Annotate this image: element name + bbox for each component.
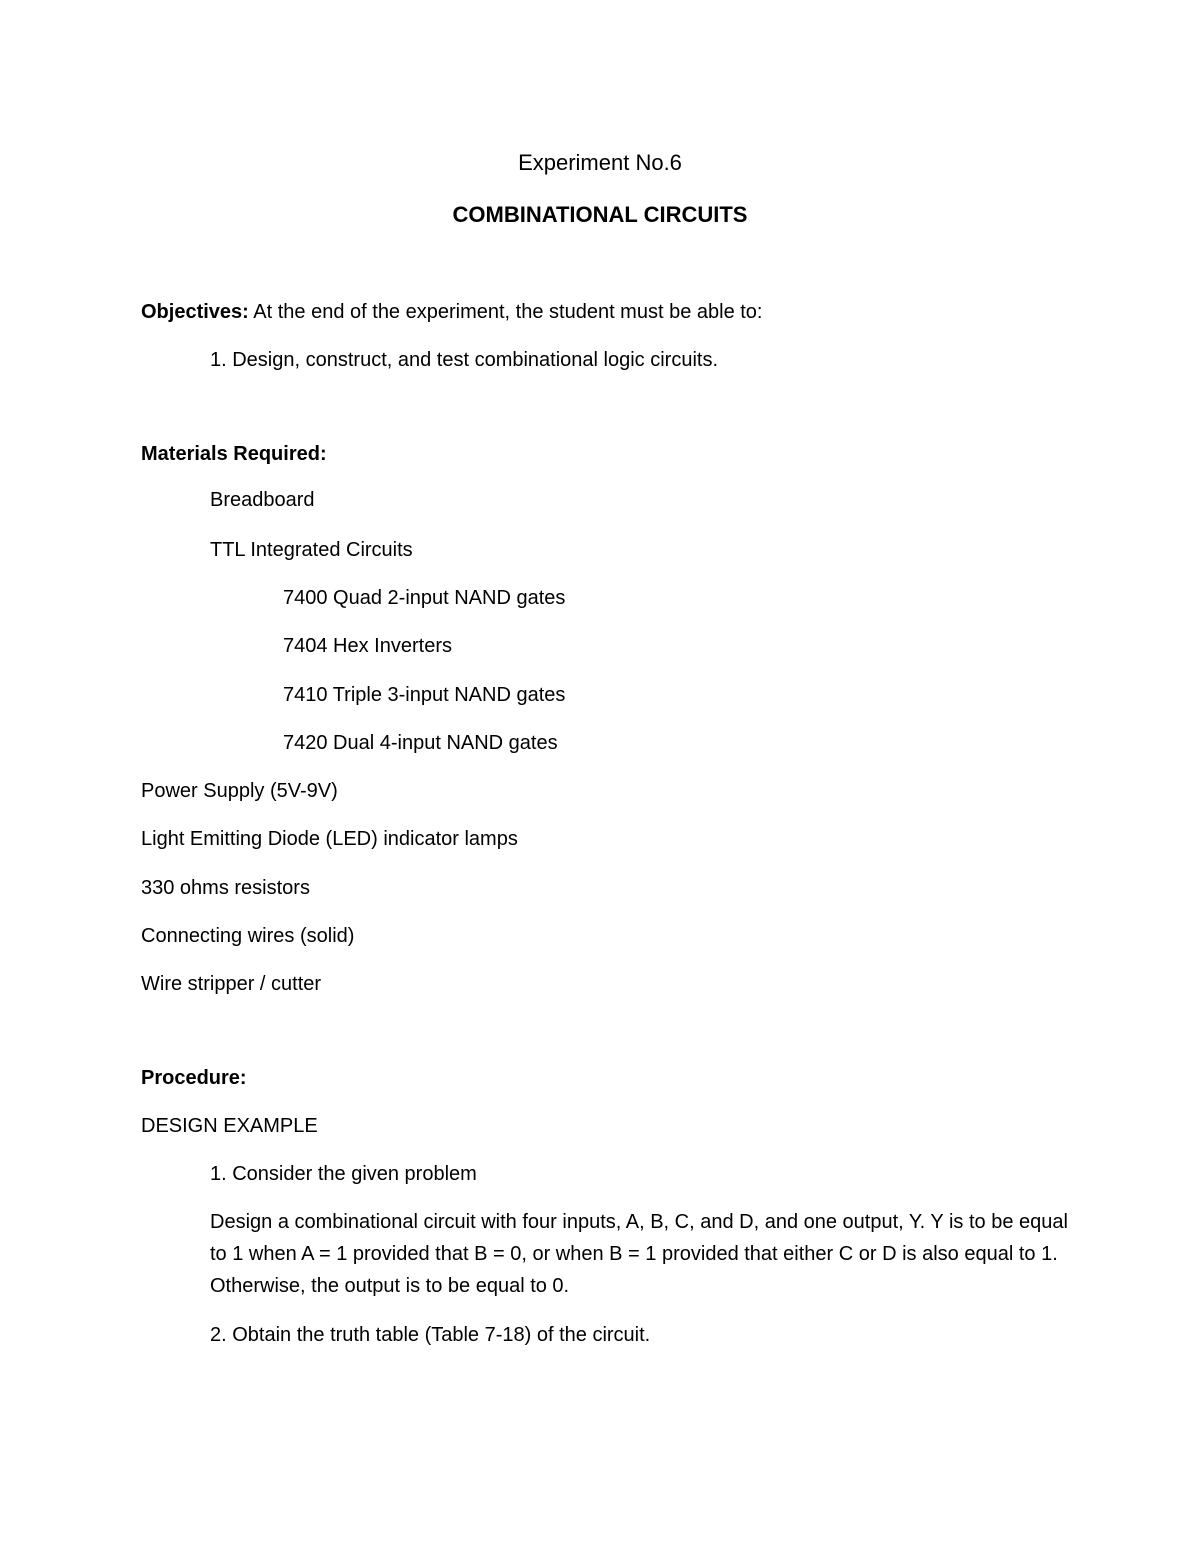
material-item: Connecting wires (solid): [141, 925, 355, 947]
objective-item: 1. Design, construct, and test combinational logic circuits.: [210, 349, 719, 371]
objectives-label: Objectives:: [141, 301, 249, 323]
material-breadboard: Breadboard: [210, 489, 315, 511]
material-item: Light Emitting Diode (LED) indicator lamps: [141, 828, 518, 850]
objectives-intro: At the end of the experiment, the student must be able to:: [253, 301, 763, 323]
ic-item: 7420 Dual 4-input NAND gates: [283, 732, 558, 754]
section-heading: DESIGN EXAMPLE: [141, 1115, 318, 1137]
experiment-number: Experiment No.6: [518, 150, 682, 175]
problem-statement: Design a combinational circuit with four inputs, A, B, C, and D, and one output, Y. Y is to be equal to 1 when A = 1 provided that B = 0, or when B = 1 provided that either C or D is also equal to 1. Otherwise, the output is to be equal to 0.: [210, 1211, 1068, 1297]
page-title: COMBINATIONAL CIRCUITS: [452, 202, 748, 227]
procedure-label: Procedure:: [141, 1067, 247, 1089]
ic-item: 7404 Hex Inverters: [283, 635, 452, 657]
material-ttl: TTL Integrated Circuits: [210, 539, 413, 561]
material-item: 330 ohms resistors: [141, 877, 310, 899]
material-item: Power Supply (5V-9V): [141, 780, 338, 802]
material-item: Wire stripper / cutter: [141, 973, 322, 995]
materials-label: Materials Required:: [141, 443, 327, 465]
procedure-step-1: 1. Consider the given problem: [210, 1163, 477, 1185]
ic-item: 7400 Quad 2-input NAND gates: [283, 587, 566, 609]
procedure-step-2: 2. Obtain the truth table (Table 7-18) of the circuit.: [210, 1324, 651, 1346]
objectives-line: [141, 300, 763, 324]
ic-item: 7410 Triple 3-input NAND gates: [283, 684, 566, 706]
